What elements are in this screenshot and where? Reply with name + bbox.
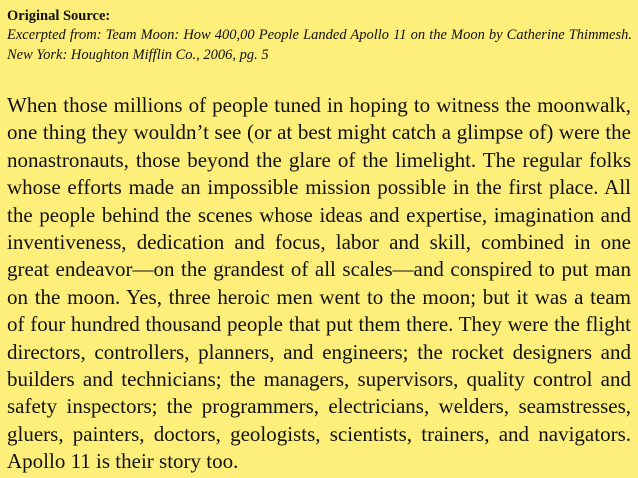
passage-text: When those millions of people tuned in hoping to witness the moonwalk, one thing they wouldn’t see (or at best might catch a glimpse of) were the nonastronauts, those beyond the glare of the limelight. The regular folks whose efforts made an impossible mission possible in the first place. All the people behind the scenes whose ideas and expertise, imagination and inventiveness, dedication and focus, labor and skill, combined in one great endeavor—on the grandest of all scales—and conspired to put man on the moon. Yes, three heroic men went to the moon; but it was a team of four hundred thousand people that put them there. They were the flight directors, controllers, planners, and engineers; the rocket designers and builders and technicians; the managers, supervisors, quality control and safety inspectors; the programmers, electricians, welders, seamstresses, gluers, painters, doctors, geologists, scientists, trainers, and navigators. Apollo 11 is their story too. bbox=[7, 93, 631, 474]
source-citation: Excerpted from: Team Moon: How 400,00 People Landed Apollo 11 on the Moon by Catherine Thimmesh. New York: Houghton Mifflin Co., 2006, pg. 5 bbox=[7, 27, 632, 63]
source-label: Original Source: bbox=[7, 8, 111, 24]
source-block bbox=[7, 6, 632, 65]
